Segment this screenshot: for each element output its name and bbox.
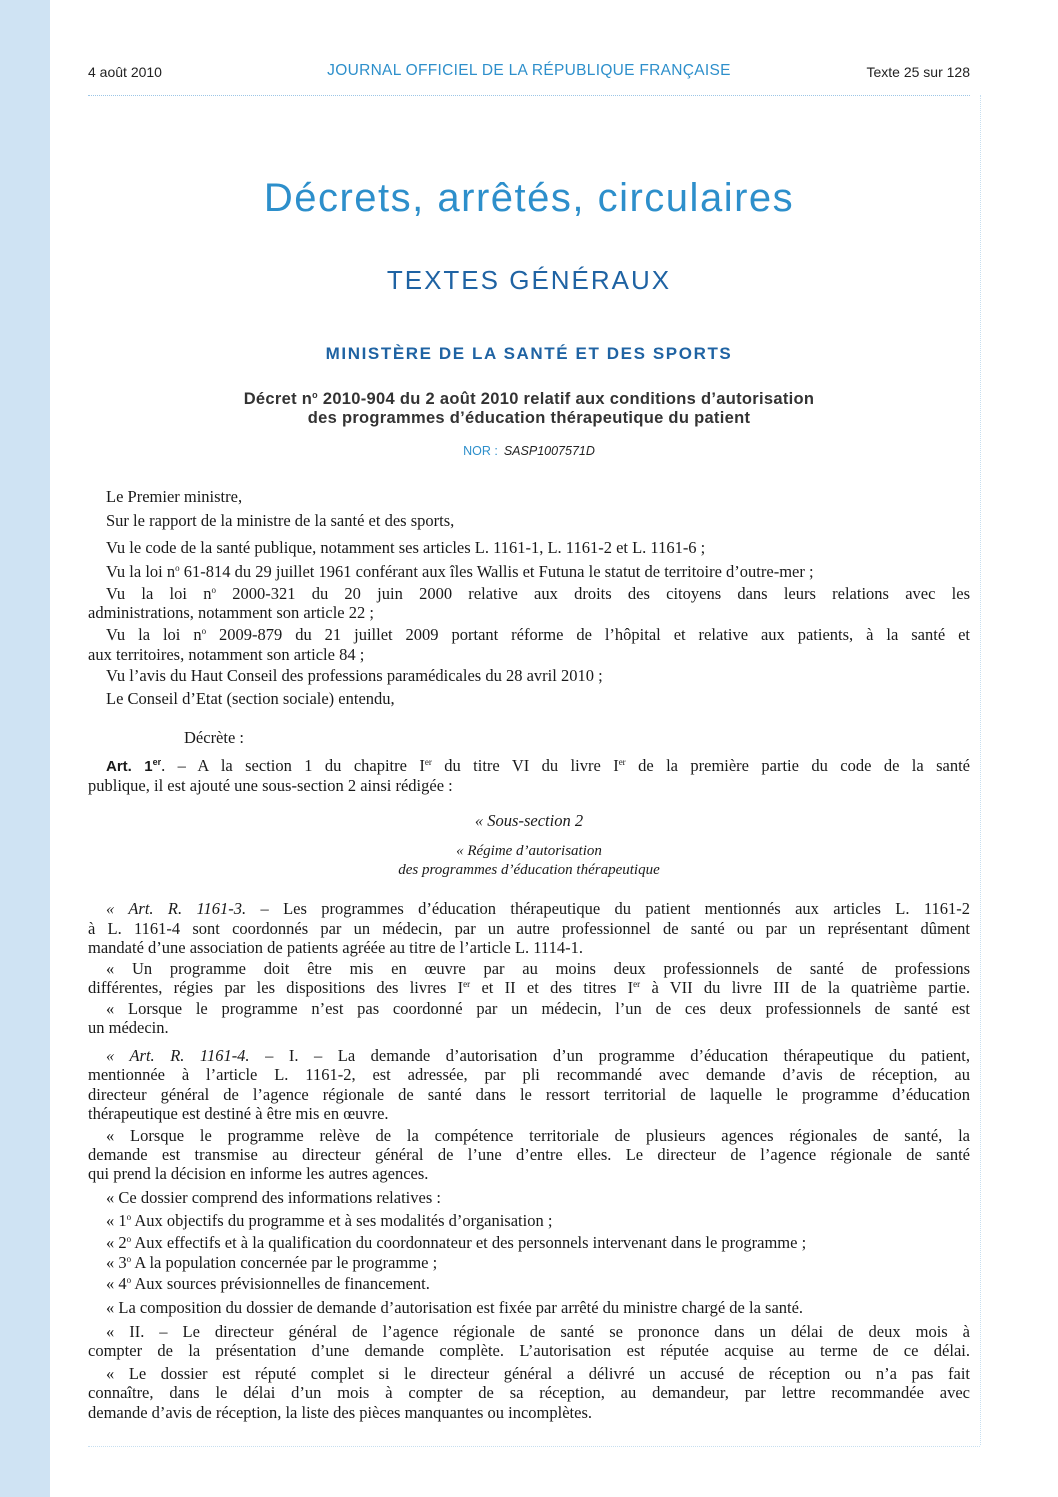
subsection-heading: « Sous-section 2 (474, 811, 584, 830)
body-line: directeur général de l’agence régionale de santé dans le ressort territorial de laquelle le programme d’éducation (88, 1085, 970, 1104)
preamble-line: Vu l’avis du Haut Conseil des professions paramédicales du 28 avril 2010 ; (106, 666, 603, 685)
nor-value: SASP1007571D (503, 444, 595, 458)
article-1-line: Art. 1er. – A la section 1 du chapitre Ier du titre VI du livre Ier de la première partie du code de la santé (106, 756, 971, 775)
body-line: demande d’avis de réception, la liste des pièces manquantes ou incomplètes. (88, 1403, 592, 1422)
preamble-line: Vu la loi $n^o$ 2000-321 du 20 juin 2000 relative aux droits des citoyens dans leurs relations avec les (106, 584, 970, 603)
subsection-title: des programmes d’éducation thérapeutique (398, 862, 660, 878)
preamble-line: Vu la loi $n^o$ 2009-879 du 21 juillet 2009 portant réforme de l’hôpital et relative aux patients, à la santé et (106, 625, 970, 644)
page-header (88, 62, 970, 84)
body-line: « Art. R. 1161-4. – I. – La demande d’autorisation d’un programme d’éducation thérapeutique du patient, (106, 1046, 970, 1065)
list-item: « 4$^o$ Aux sources prévisionnelles de financement. (106, 1274, 430, 1293)
body-line: « II. – Le directeur général de l’agence régionale de santé se prononce dans un délai de deux mois à (106, 1322, 970, 1341)
preamble-line: Le Conseil d’Etat (section sociale) entendu, (106, 689, 395, 708)
body-line: mentionnée à l’article L. 1161-2, est adressée, par pli recommandé avec demande d’avis de réception, au (88, 1065, 970, 1084)
ministry-heading: MINISTÈRE DE LA SANTÉ ET DES SPORTS (325, 344, 733, 363)
body-line: compter de la présentation d’une demande complète. L’autorisation est réputée acquise au terme de ce délai. (88, 1341, 970, 1360)
section-subtitle: TEXTES GÉNÉRAUX (386, 265, 672, 295)
left-margin-band (0, 0, 50, 1497)
body-line: « Ce dossier comprend des informations relatives : (106, 1188, 441, 1207)
body-line: « Un programme doit être mis en œuvre par au moins deux professionnels de santé de professions (106, 959, 970, 978)
body-line: un médecin. (88, 1018, 169, 1037)
list-item: « 3$^o$ A la population concernée par le programme ; (106, 1253, 438, 1272)
preamble-line: Vu le code de la santé publique, notamment ses articles L. 1161-1, L. 1161-2 et L. 1161-6 ; (106, 538, 706, 557)
header-journal-title: JOURNAL OFFICIEL DE LA RÉPUBLIQUE FRANÇAISE (327, 62, 731, 79)
preamble-line: Le Premier ministre, (106, 487, 243, 506)
bottom-border (88, 1446, 980, 1447)
preamble-line: Vu la loi $n^o$ 61-814 du 29 juillet 1961 conférant aux îles Wallis et Futuna le statut de territoire d’outre-mer ; (106, 562, 814, 581)
body-line: « Art. R. 1161-3. – Les programmes d’éducation thérapeutique du patient mentionnés aux articles L. 1161-2 (106, 899, 970, 918)
nor-label: NOR : (463, 444, 498, 458)
body-line: « Lorsque le programme n’est pas coordonné par un médecin, l’un de ces deux professionnels de santé est (106, 999, 970, 1018)
list-item: « 1$^o$ Aux objectifs du programme et à ses modalités d’organisation ; (106, 1211, 553, 1230)
section-title: Décrets, arrêtés, circulaires (263, 176, 795, 220)
article-label: Art. 1er (106, 757, 162, 775)
nor-reference (88, 444, 970, 458)
body-line: « La composition du dossier de demande d’autorisation est fixée par arrêté du ministre chargé de la santé. (106, 1298, 804, 1317)
body-line: thérapeutique est destiné à être mis en œuvre. (88, 1104, 389, 1123)
body-line: connaître, dans le délai d’un mois à compter de sa réception, au demandeur, par lettre recommandée avec (88, 1383, 970, 1402)
body-line: demande est transmise au directeur général de l’une d’entre elles. Le directeur de l’agence régionale de santé (88, 1145, 970, 1164)
header-divider (88, 95, 970, 96)
body-line: différentes, régies par les dispositions des livres Ier et II et des titres Ier à VII du livre III de la quatrième partie. (88, 978, 970, 997)
article-1-line: publique, il est ajouté une sous-section 2 ainsi rédigée : (88, 776, 453, 795)
preamble-line: administrations, notamment son article 22 ; (88, 603, 374, 622)
body-line: qui prend la décision en informe les autres agences. (88, 1164, 429, 1183)
preamble-line: Sur le rapport de la ministre de la santé et des sports, (106, 511, 455, 530)
body-line: mandaté d’une association de patients agréée au titre de l’article L. 1114-1. (88, 938, 583, 957)
decree-title: Décret $n^o$ 2010-904 du 2 août 2010 relatif aux conditions d’autorisation des programmes d’éducation thérapeutique du patient (243, 390, 815, 427)
decrete-line: Décrète : (184, 728, 244, 747)
subsection-title: « Régime d’autorisation (456, 843, 602, 859)
header-date: 4 août 2010 (88, 64, 162, 80)
body-line: « Le dossier est réputé complet si le directeur général a délivré un accusé de réception ou n’a pas fait (106, 1364, 970, 1383)
body-line: à L. 1161-4 sont coordonnés par un médecin, par un autre professionnel de santé ou par un représentant dûment (88, 919, 970, 938)
list-item: « 2$^o$ Aux effectifs et à la qualification du coordonnateur et des personnels intervenant dans le programme ; (106, 1233, 807, 1252)
body-line: « Lorsque le programme relève de la compétence territoriale de plusieurs agences régionales de santé, la (106, 1126, 970, 1145)
header-text-number: Texte 25 sur 128 (866, 64, 970, 80)
preamble-line: aux territoires, notamment son article 84 ; (88, 645, 365, 664)
right-border (980, 95, 981, 1445)
